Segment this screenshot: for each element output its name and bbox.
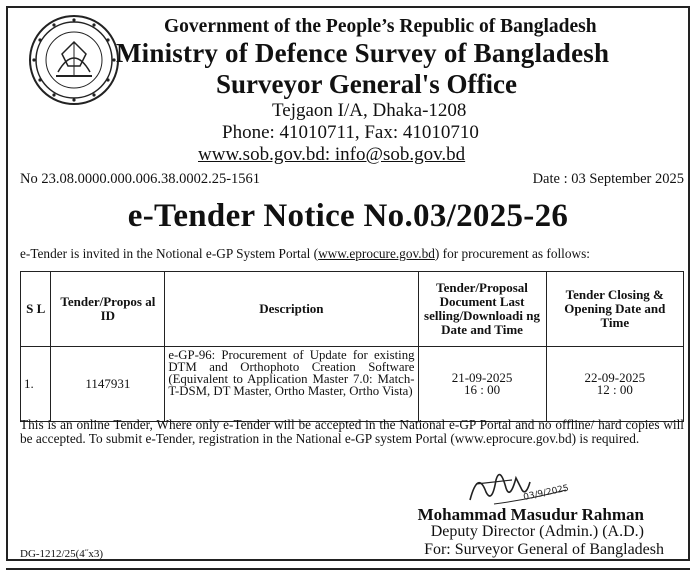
intro-before: e-Tender is invited in the Notional e-GP System Portal ( [20, 246, 319, 261]
header-sl: S L [21, 272, 51, 347]
notice-title: e-Tender Notice No.03/2025-26 [127, 198, 569, 234]
website-email-link[interactable]: www.sob.gov.bd: info@sob.gov.bd [198, 144, 466, 165]
reference-line [20, 171, 684, 188]
signature-date: 03/9/2025 [522, 483, 570, 503]
tender-table [20, 271, 684, 422]
government-seal-icon [28, 14, 120, 106]
header-last-selling: Tender/Proposal Document Last selling/Downloadi ng Date and Time [418, 272, 546, 347]
row-last-selling [418, 347, 546, 422]
handwritten-signature-icon [466, 460, 576, 508]
letterhead [8, 14, 688, 164]
signer-for-line: For: Surveyor General of Bangladesh [424, 541, 664, 558]
signer-name: Mohammad Masudur Rahman [417, 505, 644, 524]
row-closing-time: 12 : 00 [596, 382, 633, 397]
eprocure-link[interactable]: www.eprocure.gov.bd [318, 246, 435, 261]
signer-designation: Deputy Director (Admin.) (A.D.) [430, 523, 644, 540]
ministry-name: Ministry of Defence Survey of Bangladesh [116, 38, 610, 68]
header-id: Tender/Propos al ID [51, 272, 165, 347]
header-description: Description [165, 272, 418, 347]
table-row [21, 347, 684, 422]
header-closing: Tender Closing & Opening Date and Time [546, 272, 683, 347]
phone-fax: Phone: 41010711, Fax: 41010710 [222, 122, 479, 143]
intro-after: ) for procurement as follows: [434, 246, 590, 261]
row-last-date: 21-09-2025 [451, 370, 513, 385]
table-header-row [21, 272, 684, 347]
website-email [198, 144, 465, 166]
row-id: 1147931 [51, 347, 165, 422]
reference-number: No 23.08.0000.000.006.38.0002.25-1561 [20, 171, 261, 187]
government-line: Government of the People’s Republic of Bangladesh [164, 16, 597, 37]
row-last-time: 16 : 00 [463, 382, 501, 397]
intro-text [20, 246, 590, 262]
office-address: Tejgaon I/A, Dhaka-1208 [272, 100, 467, 121]
row-closing-date: 22-09-2025 [584, 370, 646, 385]
footer-code: DG-1212/25(4˝x3) [20, 548, 104, 560]
office-name: Surveyor General's Office [216, 69, 517, 99]
row-description: e-GP-96: Procurement of Update for existing DTM and Orthophoto Creation Software (Equivalent to Application Master 7.0: Match-T-DSM, DT Master, Ortho Master, Ortho Vista) [165, 347, 418, 422]
row-sl: 1. [21, 347, 51, 422]
tender-notice [6, 6, 690, 561]
row-closing [546, 347, 683, 422]
online-tender-note: This is an online Tender, Where only e-Tender will be accepted in the National e-GP Portal and no offline/ hard copies will be accepted. To submit e-Tender, registration in the National e-GP system Portal (www.eprocure.gov.bd) is required. [20, 417, 684, 446]
notice-date: Date : 03 September 2025 [532, 171, 684, 187]
bottom-divider [6, 568, 690, 570]
